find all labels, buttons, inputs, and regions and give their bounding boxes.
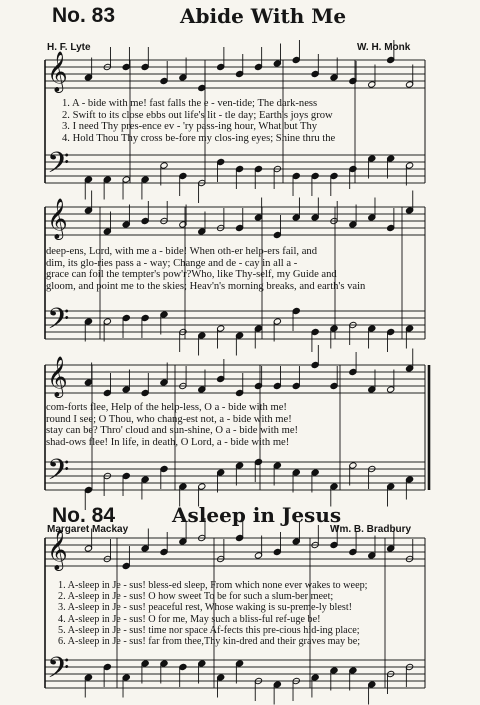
lyric-line: com-forts flee, Help of the help-less, O a - bide with me! <box>46 402 287 413</box>
clef-symbol: 𝄞 <box>47 530 68 571</box>
lyrics-verse-group-4 <box>58 580 368 647</box>
lyrics-verse-group-2 <box>46 246 365 292</box>
lyric-line: 5. A-sleep in Je - sus! time nor space Af-fects this pre-cious hid-ing place; <box>58 624 360 636</box>
clef-symbol: 𝄢 <box>47 303 70 344</box>
lyric-line: shad-ows flee! In life, in death, O Lord, a - bide with me! <box>46 436 290 448</box>
lyric-line: dim, its glo-ries pass a - way; Change and de - cay in all a - <box>46 257 298 269</box>
clef-symbol: 𝄞 <box>47 357 68 398</box>
lyric-line: 1. A-sleep in Je - sus! bless-ed sleep, From which none ever wakes to weep; <box>58 580 368 591</box>
lyric-line: 1. A - bide with me! fast falls the e - ven-tide; The dark-ness <box>62 98 318 109</box>
lyric-line: stay can be? Thro' cloud and sun-shine, O a - bide with me! <box>46 425 299 436</box>
lyricist-credit: H. F. Lyte <box>47 42 91 53</box>
lyric-line: deep-ens, Lord, with me a - bide! When oth-er help-ers fail, and <box>46 246 318 257</box>
lyric-line: 2. Swift to its close ebbs out life's lit - tle day; Earth's joys grow <box>62 109 333 121</box>
lyric-line: 3. A-sleep in Je - sus! peaceful rest, Whose waking is su-preme-ly blest! <box>58 602 353 614</box>
lyric-line: 4. Hold Thou Thy cross be-fore my clos-ing eyes; Shine thru the <box>62 132 336 144</box>
composer-credit: W. H. Monk <box>357 42 411 53</box>
lyricist-credit: Margaret Mackay <box>47 524 129 535</box>
lyric-line: gloom, and point me to the skies; Heav'n's morning breaks, and earth's vain <box>46 280 366 292</box>
lyric-line: 6. A-sleep in Je - sus! far from thee,Thy kin-dred and their graves may be; <box>58 636 361 648</box>
clef-symbol: 𝄢 <box>47 652 70 693</box>
lyric-line: round I see; O Thou, who chang-est not, a - bide with me! <box>46 413 292 425</box>
clef-symbol: 𝄢 <box>47 454 70 495</box>
lyrics-verse-group-1 <box>62 98 335 144</box>
composer-credit: Wm. B. Bradbury <box>330 524 412 535</box>
clef-symbol: 𝄞 <box>47 199 68 240</box>
clef-symbol: 𝄢 <box>47 147 70 188</box>
clef-symbol: 𝄞 <box>47 52 68 93</box>
hymn-title: Asleep in Jesus <box>172 503 342 527</box>
lyric-line: 3. I need Thy pres-ence ev - 'ry pass-ing hour, What but Thy <box>62 121 318 132</box>
lyric-line: grace can foil the tempter's pow'r?Who, like Thy-self, my Guide and <box>46 269 337 280</box>
hymn-number: No. 83 <box>52 4 116 27</box>
lyrics-verse-group-3 <box>46 402 298 448</box>
lyric-line: 4. A-sleep in Je - sus! O for me, May such a bliss-ful ref-uge be! <box>58 613 321 625</box>
hymn-title: Abide With Me <box>180 4 347 28</box>
hymn-number: No. 84 <box>52 504 116 527</box>
lyric-line: 2. A-sleep in Je - sus! O how sweet To be for such a slum-ber meet; <box>58 591 334 603</box>
